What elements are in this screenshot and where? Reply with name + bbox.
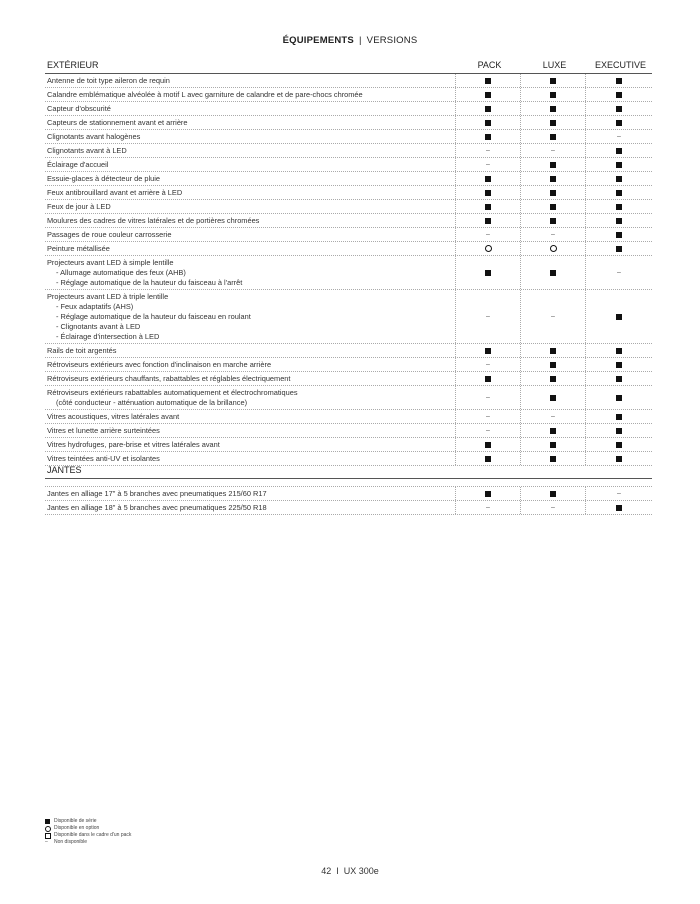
filled-square-icon <box>550 442 556 448</box>
feature-detail: - Clignotants avant à LED <box>56 322 141 331</box>
availability-cell <box>520 228 585 241</box>
availability-cell <box>585 158 652 171</box>
row-label <box>45 228 455 241</box>
availability-cell <box>455 372 520 385</box>
filled-square-icon <box>485 218 491 224</box>
availability-cell <box>520 130 585 143</box>
availability-cell <box>455 487 520 500</box>
filled-square-icon <box>616 505 622 511</box>
availability-cell <box>585 214 652 227</box>
availability-cell <box>455 344 520 357</box>
filled-square-icon <box>616 395 622 401</box>
dash-icon: – <box>551 313 555 320</box>
availability-cell <box>520 172 585 185</box>
table-row <box>45 74 652 88</box>
table-row <box>45 386 652 410</box>
availability-cell <box>455 410 520 423</box>
feature-name: Feux antibrouillard avant et arrière à LED <box>47 188 183 197</box>
availability-cell <box>585 186 652 199</box>
filled-square-icon <box>485 106 491 112</box>
legend-text: Disponible dans le cadre d'un pack <box>54 832 132 838</box>
circle-icon <box>550 245 557 252</box>
availability-cell <box>585 410 652 423</box>
filled-square-icon <box>616 148 622 154</box>
filled-square-icon <box>550 176 556 182</box>
filled-square-icon <box>616 92 622 98</box>
page-number: 42 <box>321 866 332 876</box>
filled-square-icon <box>616 120 622 126</box>
feature-name: Peinture métallisée <box>47 244 110 253</box>
feature-name: Vitres et lunette arrière surteintées <box>47 426 160 435</box>
row-label <box>45 144 455 157</box>
availability-cell <box>585 256 652 289</box>
filled-square-icon <box>550 134 556 140</box>
table-row <box>45 256 652 290</box>
availability-cell <box>585 130 652 143</box>
table-row <box>45 372 652 386</box>
table-row <box>45 358 652 372</box>
filled-square-icon <box>485 204 491 210</box>
filled-square-icon <box>616 314 622 320</box>
filled-square-icon <box>616 176 622 182</box>
feature-name: Feux de jour à LED <box>47 202 111 211</box>
feature-name: Rétroviseurs extérieurs rabattables automatiquement et électrochromatiques <box>47 388 298 397</box>
filled-square-icon <box>616 232 622 238</box>
feature-name: Jantes en alliage 17" à 5 branches avec pneumatiques 215/60 R17 <box>47 489 267 498</box>
availability-cell <box>585 172 652 185</box>
feature-detail: - Allumage automatique des feux (AHB) <box>56 268 186 277</box>
legend-item-standard <box>45 818 131 825</box>
filled-square-icon <box>550 491 556 497</box>
dash-icon: – <box>486 161 490 168</box>
availability-cell <box>585 116 652 129</box>
availability-cell <box>585 102 652 115</box>
availability-cell <box>455 290 520 343</box>
availability-cell <box>585 386 652 409</box>
filled-square-icon <box>550 78 556 84</box>
feature-name: Capteur d'obscurité <box>47 104 111 113</box>
section-title: EXTÉRIEUR <box>47 60 99 70</box>
feature-detail: - Réglage automatique de la hauteur du faisceau à l'arrêt <box>56 278 243 287</box>
row-label <box>45 242 455 255</box>
availability-cell <box>520 487 585 500</box>
availability-cell <box>520 200 585 213</box>
filled-square-icon <box>616 348 622 354</box>
filled-square-icon <box>550 428 556 434</box>
header-versions: VERSIONS <box>366 35 418 46</box>
dash-icon: – <box>486 413 490 420</box>
filled-square-icon <box>45 819 50 824</box>
header-divider: | <box>358 35 362 46</box>
table-row <box>45 186 652 200</box>
row-label <box>45 501 455 514</box>
row-label <box>45 438 455 451</box>
availability-cell <box>455 172 520 185</box>
feature-name: Vitres hydrofuges, pare-brise et vitres latérales avant <box>47 440 220 449</box>
row-label <box>45 372 455 385</box>
filled-square-icon <box>550 204 556 210</box>
feature-name: Capteurs de stationnement avant et arrière <box>47 118 188 127</box>
feature-name: Rails de toit argentés <box>47 346 117 355</box>
filled-square-icon <box>616 428 622 434</box>
availability-cell <box>520 88 585 101</box>
table-row <box>45 102 652 116</box>
availability-cell <box>520 501 585 514</box>
availability-cell <box>455 186 520 199</box>
filled-square-icon <box>550 376 556 382</box>
availability-cell <box>455 501 520 514</box>
page-footer <box>0 866 700 876</box>
availability-cell <box>520 290 585 343</box>
feature-name: Antenne de toit type aileron de requin <box>47 76 170 85</box>
dash-icon: – <box>617 133 621 140</box>
row-label <box>45 256 455 289</box>
header-equipements: ÉQUIPEMENTS <box>282 35 354 46</box>
availability-cell <box>520 358 585 371</box>
availability-cell <box>585 242 652 255</box>
table-row <box>45 158 652 172</box>
availability-cell <box>455 102 520 115</box>
availability-cell <box>585 372 652 385</box>
filled-square-icon <box>550 162 556 168</box>
filled-square-icon <box>550 395 556 401</box>
section-1 <box>45 461 652 515</box>
table-row <box>45 501 652 515</box>
filled-square-icon <box>616 190 622 196</box>
filled-square-icon <box>550 190 556 196</box>
availability-cell <box>455 242 520 255</box>
table-row <box>45 200 652 214</box>
filled-square-icon <box>550 270 556 276</box>
dash-icon: – <box>486 231 490 238</box>
availability-cell <box>520 424 585 437</box>
row-label <box>45 290 455 343</box>
table-row <box>45 130 652 144</box>
footer-divider: I <box>336 866 339 876</box>
feature-name: Essuie-glaces à détecteur de pluie <box>47 174 160 183</box>
availability-cell <box>455 438 520 451</box>
availability-cell <box>585 344 652 357</box>
row-label <box>45 158 455 171</box>
availability-cell <box>520 102 585 115</box>
table-row <box>45 424 652 438</box>
dash-icon: – <box>45 839 48 845</box>
feature-detail: - Éclairage d'intersection à LED <box>56 332 160 341</box>
availability-cell <box>455 130 520 143</box>
availability-cell <box>455 116 520 129</box>
section-header <box>45 461 652 479</box>
filled-square-icon <box>616 442 622 448</box>
table-row <box>45 214 652 228</box>
dash-icon: – <box>551 413 555 420</box>
availability-cell <box>455 214 520 227</box>
dash-icon: – <box>551 504 555 511</box>
availability-cell <box>520 74 585 87</box>
dash-icon: – <box>486 361 490 368</box>
row-label <box>45 200 455 213</box>
filled-square-icon <box>616 204 622 210</box>
filled-square-icon <box>616 362 622 368</box>
availability-cell <box>520 186 585 199</box>
availability-cell <box>520 158 585 171</box>
section-header <box>45 56 652 74</box>
table-row <box>45 487 652 501</box>
legend-text: Disponible de série <box>54 818 97 824</box>
filled-square-icon <box>485 491 491 497</box>
model-name: UX 300e <box>343 866 379 876</box>
filled-square-icon <box>485 348 491 354</box>
feature-name: Vitres teintées anti-UV et isolantes <box>47 454 160 463</box>
feature-name: Rétroviseurs extérieurs chauffants, rabattables et réglables électriquement <box>47 374 291 383</box>
dash-icon: – <box>551 147 555 154</box>
availability-cell <box>585 424 652 437</box>
availability-cell <box>585 290 652 343</box>
availability-cell <box>520 372 585 385</box>
table-row <box>45 438 652 452</box>
row-label <box>45 214 455 227</box>
filled-square-icon <box>485 442 491 448</box>
availability-cell <box>585 74 652 87</box>
column-header: PACK <box>477 60 502 70</box>
filled-square-icon <box>550 362 556 368</box>
feature-name: Éclairage d'accueil <box>47 160 109 169</box>
page-header <box>0 35 700 46</box>
availability-cell <box>585 88 652 101</box>
column-header: LUXE <box>542 60 567 70</box>
availability-cell <box>520 256 585 289</box>
filled-square-icon <box>485 376 491 382</box>
row-label <box>45 116 455 129</box>
row-label <box>45 358 455 371</box>
availability-cell <box>455 228 520 241</box>
column-header: EXECUTIVE <box>594 60 646 70</box>
section-0 <box>45 56 652 466</box>
row-label <box>45 410 455 423</box>
table-row <box>45 242 652 256</box>
availability-cell <box>520 242 585 255</box>
table-row <box>45 172 652 186</box>
circle-icon <box>485 245 492 252</box>
row-label <box>45 487 455 500</box>
legend-item-pack <box>45 832 131 839</box>
dash-icon: – <box>617 490 621 497</box>
availability-cell <box>520 344 585 357</box>
circle-icon <box>45 826 51 832</box>
availability-cell <box>455 256 520 289</box>
feature-name: Clignotants avant halogènes <box>47 132 141 141</box>
availability-cell <box>585 200 652 213</box>
row-label <box>45 102 455 115</box>
table-row <box>45 290 652 344</box>
table-row <box>45 116 652 130</box>
availability-cell <box>520 116 585 129</box>
feature-name: Passages de roue couleur carrosserie <box>47 230 172 239</box>
row-label <box>45 344 455 357</box>
availability-cell <box>585 438 652 451</box>
availability-cell <box>520 214 585 227</box>
filled-square-icon <box>485 134 491 140</box>
dash-icon: – <box>486 504 490 511</box>
legend <box>45 818 131 846</box>
feature-name: Jantes en alliage 18" à 5 branches avec pneumatiques 225/50 R18 <box>47 503 267 512</box>
availability-cell <box>585 487 652 500</box>
availability-cell <box>455 386 520 409</box>
filled-square-icon <box>550 348 556 354</box>
filled-square-icon <box>485 190 491 196</box>
availability-cell <box>585 144 652 157</box>
row-label <box>45 88 455 101</box>
availability-cell <box>455 158 520 171</box>
feature-detail: (côté conducteur - atténuation automatique de la brillance) <box>56 398 248 407</box>
availability-cell <box>585 501 652 514</box>
filled-square-icon <box>485 176 491 182</box>
filled-square-icon <box>616 106 622 112</box>
feature-name: Calandre emblématique alvéolée à motif L avec garniture de calandre et de pare-chocs chromée <box>47 90 363 99</box>
dash-icon: – <box>617 269 621 276</box>
filled-square-icon <box>616 246 622 252</box>
dash-icon: – <box>486 147 490 154</box>
row-label <box>45 424 455 437</box>
legend-item-none <box>45 839 131 846</box>
legend-text: Non disponible <box>54 839 88 845</box>
dash-icon: – <box>486 394 490 401</box>
dash-icon: – <box>486 427 490 434</box>
feature-name: Projecteurs avant LED à triple lentille <box>47 292 169 301</box>
feature-name: Projecteurs avant LED à simple lentille <box>47 258 174 267</box>
table-row <box>45 88 652 102</box>
filled-square-icon <box>550 218 556 224</box>
availability-cell <box>455 200 520 213</box>
filled-square-icon <box>616 218 622 224</box>
availability-cell <box>585 358 652 371</box>
availability-cell <box>520 438 585 451</box>
row-label <box>45 186 455 199</box>
dash-icon: – <box>551 231 555 238</box>
availability-cell <box>455 144 520 157</box>
row-label <box>45 130 455 143</box>
filled-square-icon <box>550 106 556 112</box>
section-title: JANTES <box>47 465 82 475</box>
row-label <box>45 74 455 87</box>
availability-cell <box>455 74 520 87</box>
filled-square-icon <box>616 376 622 382</box>
table-row <box>45 410 652 424</box>
filled-square-icon <box>485 270 491 276</box>
feature-name: Moulures des cadres de vitres latérales et de portières chromées <box>47 216 260 225</box>
filled-square-icon <box>616 162 622 168</box>
availability-cell <box>520 410 585 423</box>
feature-name: Clignotants avant à LED <box>47 146 127 155</box>
availability-cell <box>520 144 585 157</box>
filled-square-icon <box>616 414 622 420</box>
table-row <box>45 228 652 242</box>
feature-detail: - Réglage automatique de la hauteur du faisceau en roulant <box>56 312 251 321</box>
legend-text: Disponible en option <box>54 825 100 831</box>
availability-cell <box>455 358 520 371</box>
empty-square-icon <box>45 833 51 839</box>
table-row <box>45 144 652 158</box>
table-row <box>45 344 652 358</box>
availability-cell <box>520 386 585 409</box>
legend-item-option <box>45 825 131 832</box>
feature-detail: - Feux adaptatifs (AHS) <box>56 302 134 311</box>
filled-square-icon <box>616 78 622 84</box>
availability-cell <box>585 228 652 241</box>
filled-square-icon <box>550 120 556 126</box>
filled-square-icon <box>485 92 491 98</box>
row-label <box>45 386 455 409</box>
filled-square-icon <box>485 120 491 126</box>
feature-name: Vitres acoustiques, vitres latérales avant <box>47 412 180 421</box>
availability-cell <box>455 88 520 101</box>
filled-square-icon <box>550 92 556 98</box>
dash-icon: – <box>486 313 490 320</box>
filled-square-icon <box>485 78 491 84</box>
availability-cell <box>455 424 520 437</box>
feature-name: Rétroviseurs extérieurs avec fonction d'inclinaison en marche arrière <box>47 360 272 369</box>
row-label <box>45 172 455 185</box>
